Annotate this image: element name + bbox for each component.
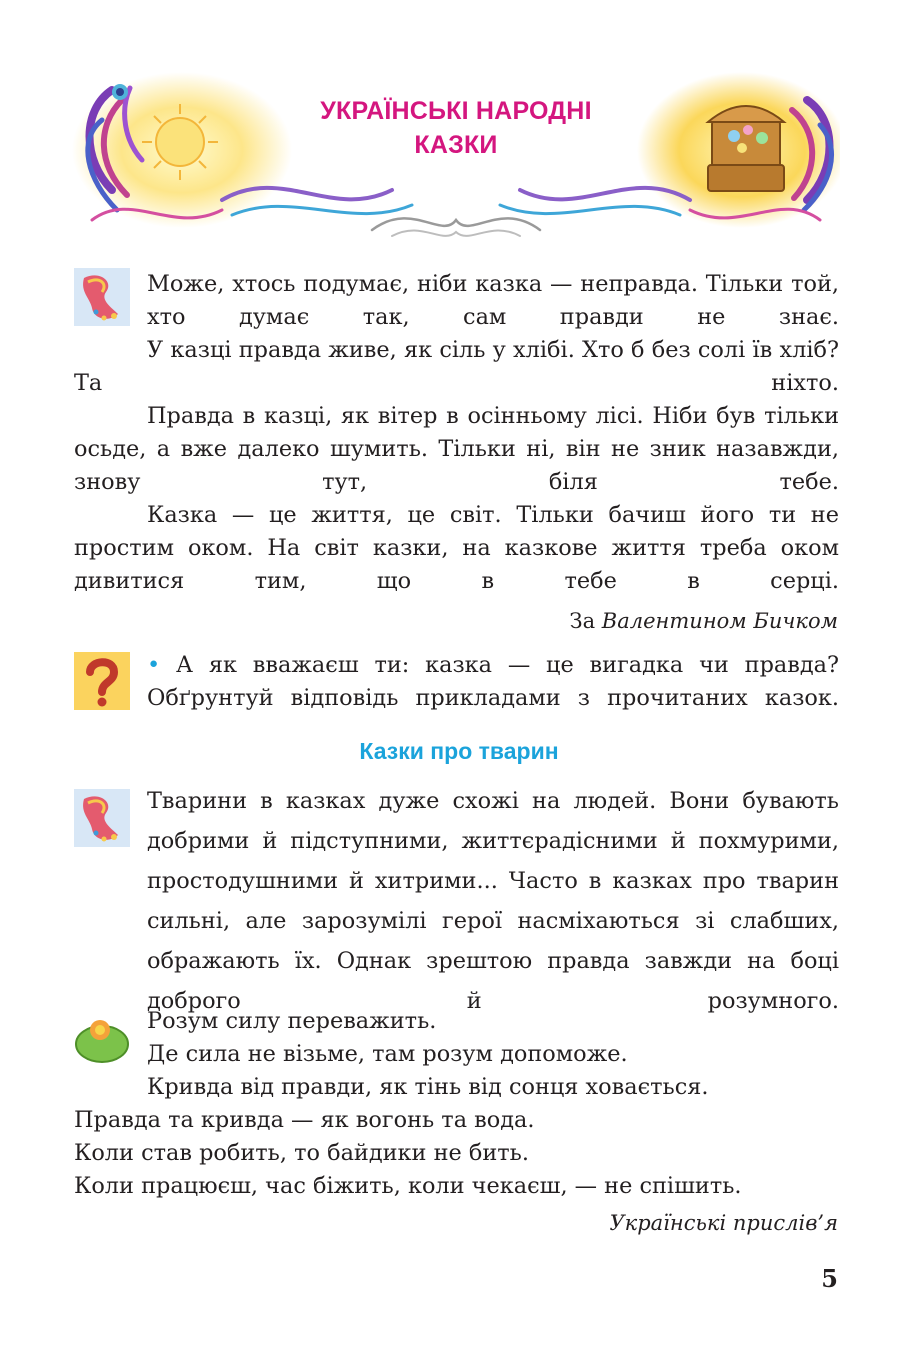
question-body: А як вважаєш ти: казка — це вигадка чи правда? Обґрунтуй відповідь прикладами з прочитаних казок. bbox=[147, 652, 839, 711]
attribution-prefix: За bbox=[569, 609, 596, 633]
proverb-line: Кривда від правди, як тінь від сонця ховається. bbox=[147, 1074, 709, 1100]
proverb-line: Правда та кривда — як вогонь та вода. bbox=[74, 1107, 535, 1133]
proverb-line: Де сила не візьме, там розум допоможе. bbox=[147, 1041, 628, 1067]
intro-paragraph-3-text: Правда в казці, як вітер в осінньому лісі. Ніби був тільки осьде, а вже далеко шумить. Тільки ні, він не зник назавжди, знову тут, біля тебе. bbox=[74, 403, 839, 495]
intro-paragraph-4 bbox=[74, 499, 839, 598]
intro-paragraph-2 bbox=[74, 334, 839, 400]
question-text bbox=[147, 649, 839, 715]
page-title-line2: КАЗКИ bbox=[414, 131, 498, 159]
question-mark-icon bbox=[74, 652, 130, 710]
intro-attribution bbox=[570, 606, 839, 636]
intro-paragraph-4-text: Казка — це життя, це світ. Тільки бачиш його ти не простим оком. На світ казки, на казкове життя треба оком дивитися тим, що в тебе в серці. bbox=[74, 502, 839, 594]
intro-paragraph-1-text: Може, хтось подумає, ніби казка — неправда. Тільки той, хто думає так, сам правди не знає. bbox=[147, 271, 839, 330]
reading-scroll-icon bbox=[74, 789, 130, 847]
attribution-author: Валентином Бичком bbox=[601, 609, 838, 633]
page-title-line1: УКРАЇНСЬКІ НАРОДНІ bbox=[320, 97, 592, 125]
flower-leaf-icon bbox=[74, 1006, 130, 1064]
question-bullet: • bbox=[147, 652, 161, 678]
reading-scroll-icon bbox=[74, 268, 130, 326]
section-paragraph-text: Тварини в казках дуже схожі на людей. Вони бувають добрими й підступними, життєрадісними й похмурими, простодушними й хитрими... Часто в казках про тварин сильні, але зарозумілі герої насміхаються зі слабших, ображають їх. Однак зрештою правда завжди на боці доброго й розумного. bbox=[147, 788, 839, 1014]
intro-paragraph-1 bbox=[147, 268, 839, 334]
header-banner bbox=[72, 70, 840, 242]
proverb-line: Розум силу переважить. bbox=[147, 1008, 437, 1034]
proverbs-attribution bbox=[610, 1208, 839, 1238]
intro-paragraph-3 bbox=[74, 400, 839, 499]
section-title: Казки про тварин bbox=[359, 738, 559, 764]
page-title bbox=[72, 94, 840, 162]
intro-paragraph-2-text: У казці правда живе, як сіль у хлібі. Хто б без солі їв хліб? Та ніхто. bbox=[74, 337, 839, 396]
proverb-line: Коли став робить, то байдики не бить. bbox=[74, 1140, 529, 1166]
page-number: 5 bbox=[821, 1264, 838, 1293]
proverbs-attribution-text: Українські прислів’я bbox=[609, 1211, 838, 1235]
section-paragraph bbox=[147, 785, 839, 1025]
proverb-line: Коли працюєш, час біжить, коли чекаєш, — не спішить. bbox=[74, 1173, 742, 1199]
